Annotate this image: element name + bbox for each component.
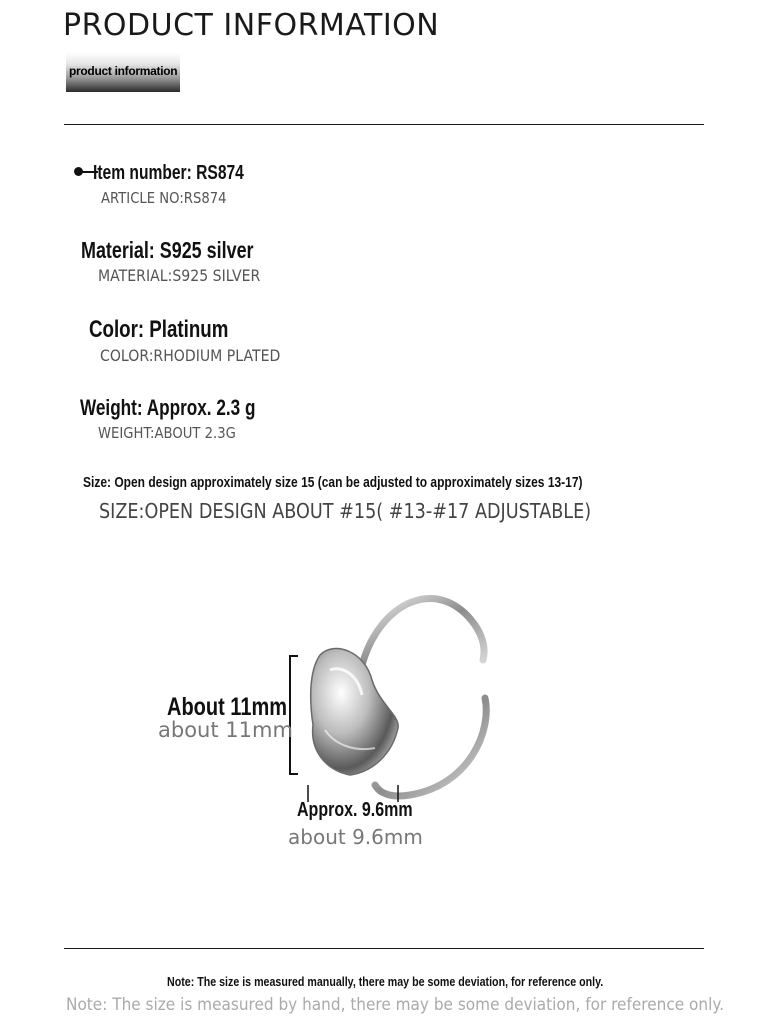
item-number-en: ARTICLE NO:RS874 <box>101 189 227 207</box>
color-label: Color: Platinum <box>89 316 229 343</box>
size-en: SIZE:OPEN DESIGN ABOUT #15( #13-#17 ADJUSTABLE) <box>99 499 592 523</box>
color-en: COLOR:RHODIUM PLATED <box>100 346 281 365</box>
size-label: Size: Open design approximately size 15 (can be adjusted to approximately sizes 13-17) <box>83 474 583 491</box>
height-label: About 11mm <box>167 693 288 721</box>
material-label: Material: S925 silver <box>81 237 254 263</box>
page-subtitle: product information <box>69 64 178 78</box>
weight-label: Weight: Approx. 2.3 g <box>80 395 256 420</box>
weight-en: WEIGHT:ABOUT 2.3G <box>98 424 236 442</box>
width-en: about 9.6mm <box>288 825 423 849</box>
ring-illustration <box>280 580 500 810</box>
note-label: Note: The size is measured manually, there may be some deviation, for reference only. <box>167 974 604 989</box>
note-en: Note: The size is measured by hand, there may be some deviation, for reference only. <box>66 995 725 1015</box>
ring-band-upper <box>362 599 484 665</box>
material-en: MATERIAL:S925 SILVER <box>98 266 261 285</box>
ring-heart <box>311 648 398 775</box>
height-bracket <box>290 656 298 774</box>
bottom-divider <box>64 948 704 949</box>
width-label: Approx. 9.6mm <box>297 799 413 821</box>
top-divider <box>64 124 704 125</box>
height-en: about 11mm <box>158 718 293 742</box>
item-number-label: Item number: RS874 <box>93 162 244 184</box>
page-title: PRODUCT INFORMATION <box>63 8 440 43</box>
